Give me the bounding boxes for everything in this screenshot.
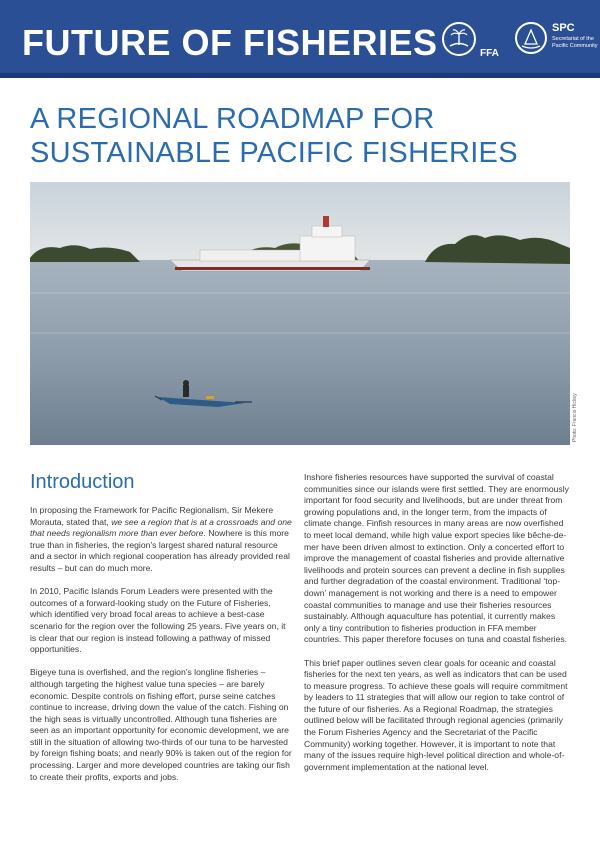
- paragraph: In 2010, Pacific Islands Forum Leaders were presented with the outcomes of a forward-looking study on the Future of Fisheries, which identified very broad focal areas to achieve a best-case scenario for the region over the following 25 years. Five years on, it is clear that our region is instead following a pathway of missed opportunities.: [30, 586, 286, 655]
- paragraph: [30, 505, 292, 575]
- ffa-emblem-icon: [442, 22, 476, 56]
- sail-icon: [517, 24, 545, 52]
- ffa-logo-text: FFA: [480, 48, 499, 59]
- spc-logo: [515, 20, 598, 70]
- cover-photo: [30, 182, 570, 445]
- intro-heading: Introduction: [30, 471, 135, 493]
- photo-credit: Photo: Francis Hickey: [572, 393, 578, 442]
- paragraph: This brief paper outlines seven clear goals for oceanic and coastal fisheries for the next ten years, as well as indicators that can be used to measure progress. To achieve these goals will require commitment by leaders to 11 strategies that will allow our region to take control of the future of our fisheries. As a Regional Roadmap, the strategies outlined below will be facilitated through regional agencies (primarily the Forum Fisheries Agency and the Secretariat of the Pacific Community) working together. However, it is important to note that many of the issues require high-level political direction and whole-of-government implementation at the national level.: [304, 657, 568, 772]
- spc-emblem-icon: [515, 22, 547, 54]
- paragraph: Bigeye tuna is overfished, and the region’s longline fisheries – although targeting the highest value tuna species – are barely economic. Despite controls on fishing effort, purse seine catches continue to increase, driving down the value of the catch. Fishing on the high seas is virtually uncontrolled. Although tuna fisheries are seen as an important opportunity for economic development, we are still in the situation of allowing two-thirds of our tuna to be harvested by foreign fishing boats; and nearly 90% is taken out of the region for processing. Larger and more developed countries are taking our fish to create their profits, exports and jobs.: [30, 667, 292, 782]
- palm-island-icon: [444, 24, 474, 54]
- right-column: [304, 472, 570, 785]
- paragraph: Inshore fisheries resources have supported the survival of coastal communities since our islands were first settled. They are enormously important for food security and livelihoods, but are under threat from growing populations and, in the longer term, from the impacts of climate change. Finfish resources in many areas are now overfished to meet local demand, while high value export species like bêche-de-mer have been driven almost to extinction. Only a concerted effort to improve the management of coastal fisheries and provide alternative livelihoods and protein sources can prevent a decline in fish supplies and further degradation of the coastal environment. Traditional ‘top-down’ management is not working and there is a need to empower coastal communities to manage and use their fisheries resources sustainably. Although aquaculture has potential, it currently makes only a tiny contribution to fisheries production in FFA member countries. This paper therefore focuses on tuna and coastal fisheries.: [304, 472, 569, 645]
- spc-logo-name: Secretariat of the Pacific Community: [552, 36, 598, 49]
- left-column: [30, 505, 292, 795]
- ffa-logo: [442, 22, 502, 68]
- ship-and-canoe-photo-icon: [30, 182, 570, 445]
- spc-logo-abbr: SPC: [552, 22, 575, 34]
- header-banner: [0, 0, 600, 78]
- quote-text: we see a region that is at a crossroads and one that needs regionalism more than ever before: [30, 516, 292, 539]
- document-title: A REGIONAL ROADMAP FOR SUSTAINABLE PACIFIC FISHERIES: [30, 103, 518, 169]
- banner-title: FUTURE OF FISHERIES: [22, 22, 438, 63]
- paragraph-text: In proposing the Framework for Pacific Regionalism, Sir Mekere Morauta, stated that,: [30, 505, 274, 527]
- paragraph-text: . Nowhere is this more true than in fisheries, the region’s largest shared natural resource and a sector in which regional cooperation has already provided real results – but can do much more.: [30, 528, 290, 573]
